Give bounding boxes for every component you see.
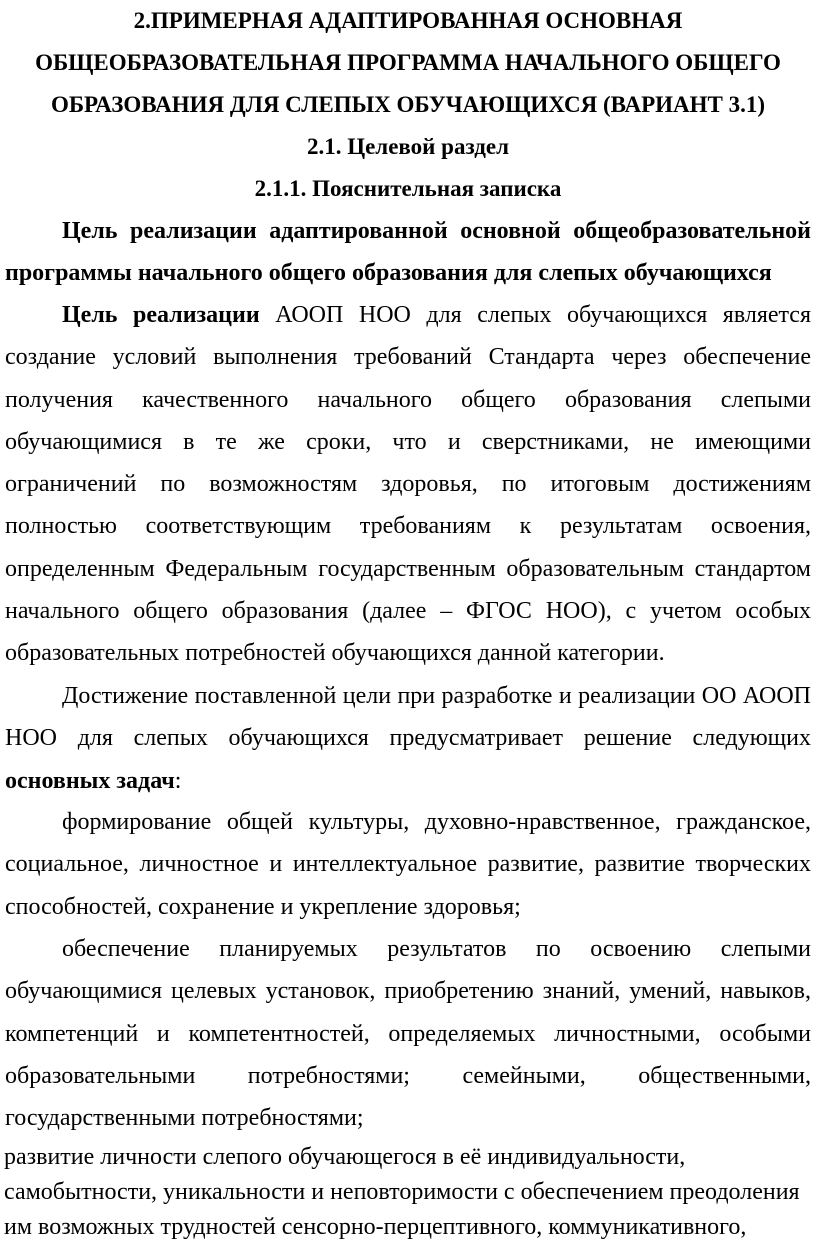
paragraph-goal-text: АООП НОО для слепых обучающихся является создание условий выполнения требований Стандарта через обеспечение получения качественного начального общего образования слепыми обучающимися в те же сроки, что и сверстниками, не имеющими ограничений по возможностям здоровья, по итоговым достижениям полностью соответствующим требованиям к результатам освоения, определенным Федеральным государственным образовательным стандартом начального общего образования (далее – ФГОС НОО), с учетом особых образовательных потребностей обучающихся данной категории. [5, 302, 811, 667]
tasks-intro-end: : [174, 767, 182, 794]
tasks-intro-bold: основных задач [5, 767, 175, 794]
subsection-heading: 2.1.1. Пояснительная записка [254, 176, 562, 201]
paragraph-tasks-intro [5, 675, 811, 802]
task-item-personality: развитие личности слепого обучающегося в её индивидуальности, самобытности, уникальности и неповторимости с обеспечением преодоления им возможных трудностей сенсорно-перцептивного, коммуникативного, [4, 1144, 800, 1240]
section-heading: 2.1. Целевой раздел [306, 134, 510, 159]
task-item-results: обеспечение планируемых результатов по освоению слепыми обучающимися целевых установок, приобретению знаний, умений, навыков, компетенций и компетентностей, определяемых личностными, особыми образовательными потребностями; семейными, общественными, государственными потребностями; [5, 936, 811, 1132]
task-item-culture: формирование общей культуры, духовно-нравственное, гражданское, социальное, личностное и интеллектуальное развитие, развитие творческих способностей, сохранение и укрепление здоровья; [5, 809, 811, 920]
paragraph-goal-lead: Цель реализации [62, 302, 260, 328]
document-title [0, 0, 816, 126]
paragraph-goal [5, 294, 811, 675]
title-line-2: ОБЩЕОБРАЗОВАТЕЛЬНАЯ ПРОГРАММА НАЧАЛЬНОГО ОБЩЕГО [35, 50, 781, 75]
goal-heading: Цель реализации адаптированной основной общеобразовательной программы начального общего образования для слепых обучающихся [5, 218, 811, 287]
title-line-1: 2.ПРИМЕРНАЯ АДАПТИРОВАННАЯ ОСНОВНАЯ [133, 8, 683, 33]
tasks-intro-text: Достижение поставленной цели при разработке и реализации ОО АООП НОО для слепых обучающихся предусматривает решение следующих [5, 683, 811, 752]
title-line-3: ОБРАЗОВАНИЯ ДЛЯ СЛЕПЫХ ОБУЧАЮЩИХСЯ (ВАРИАНТ 3.1) [50, 92, 766, 117]
